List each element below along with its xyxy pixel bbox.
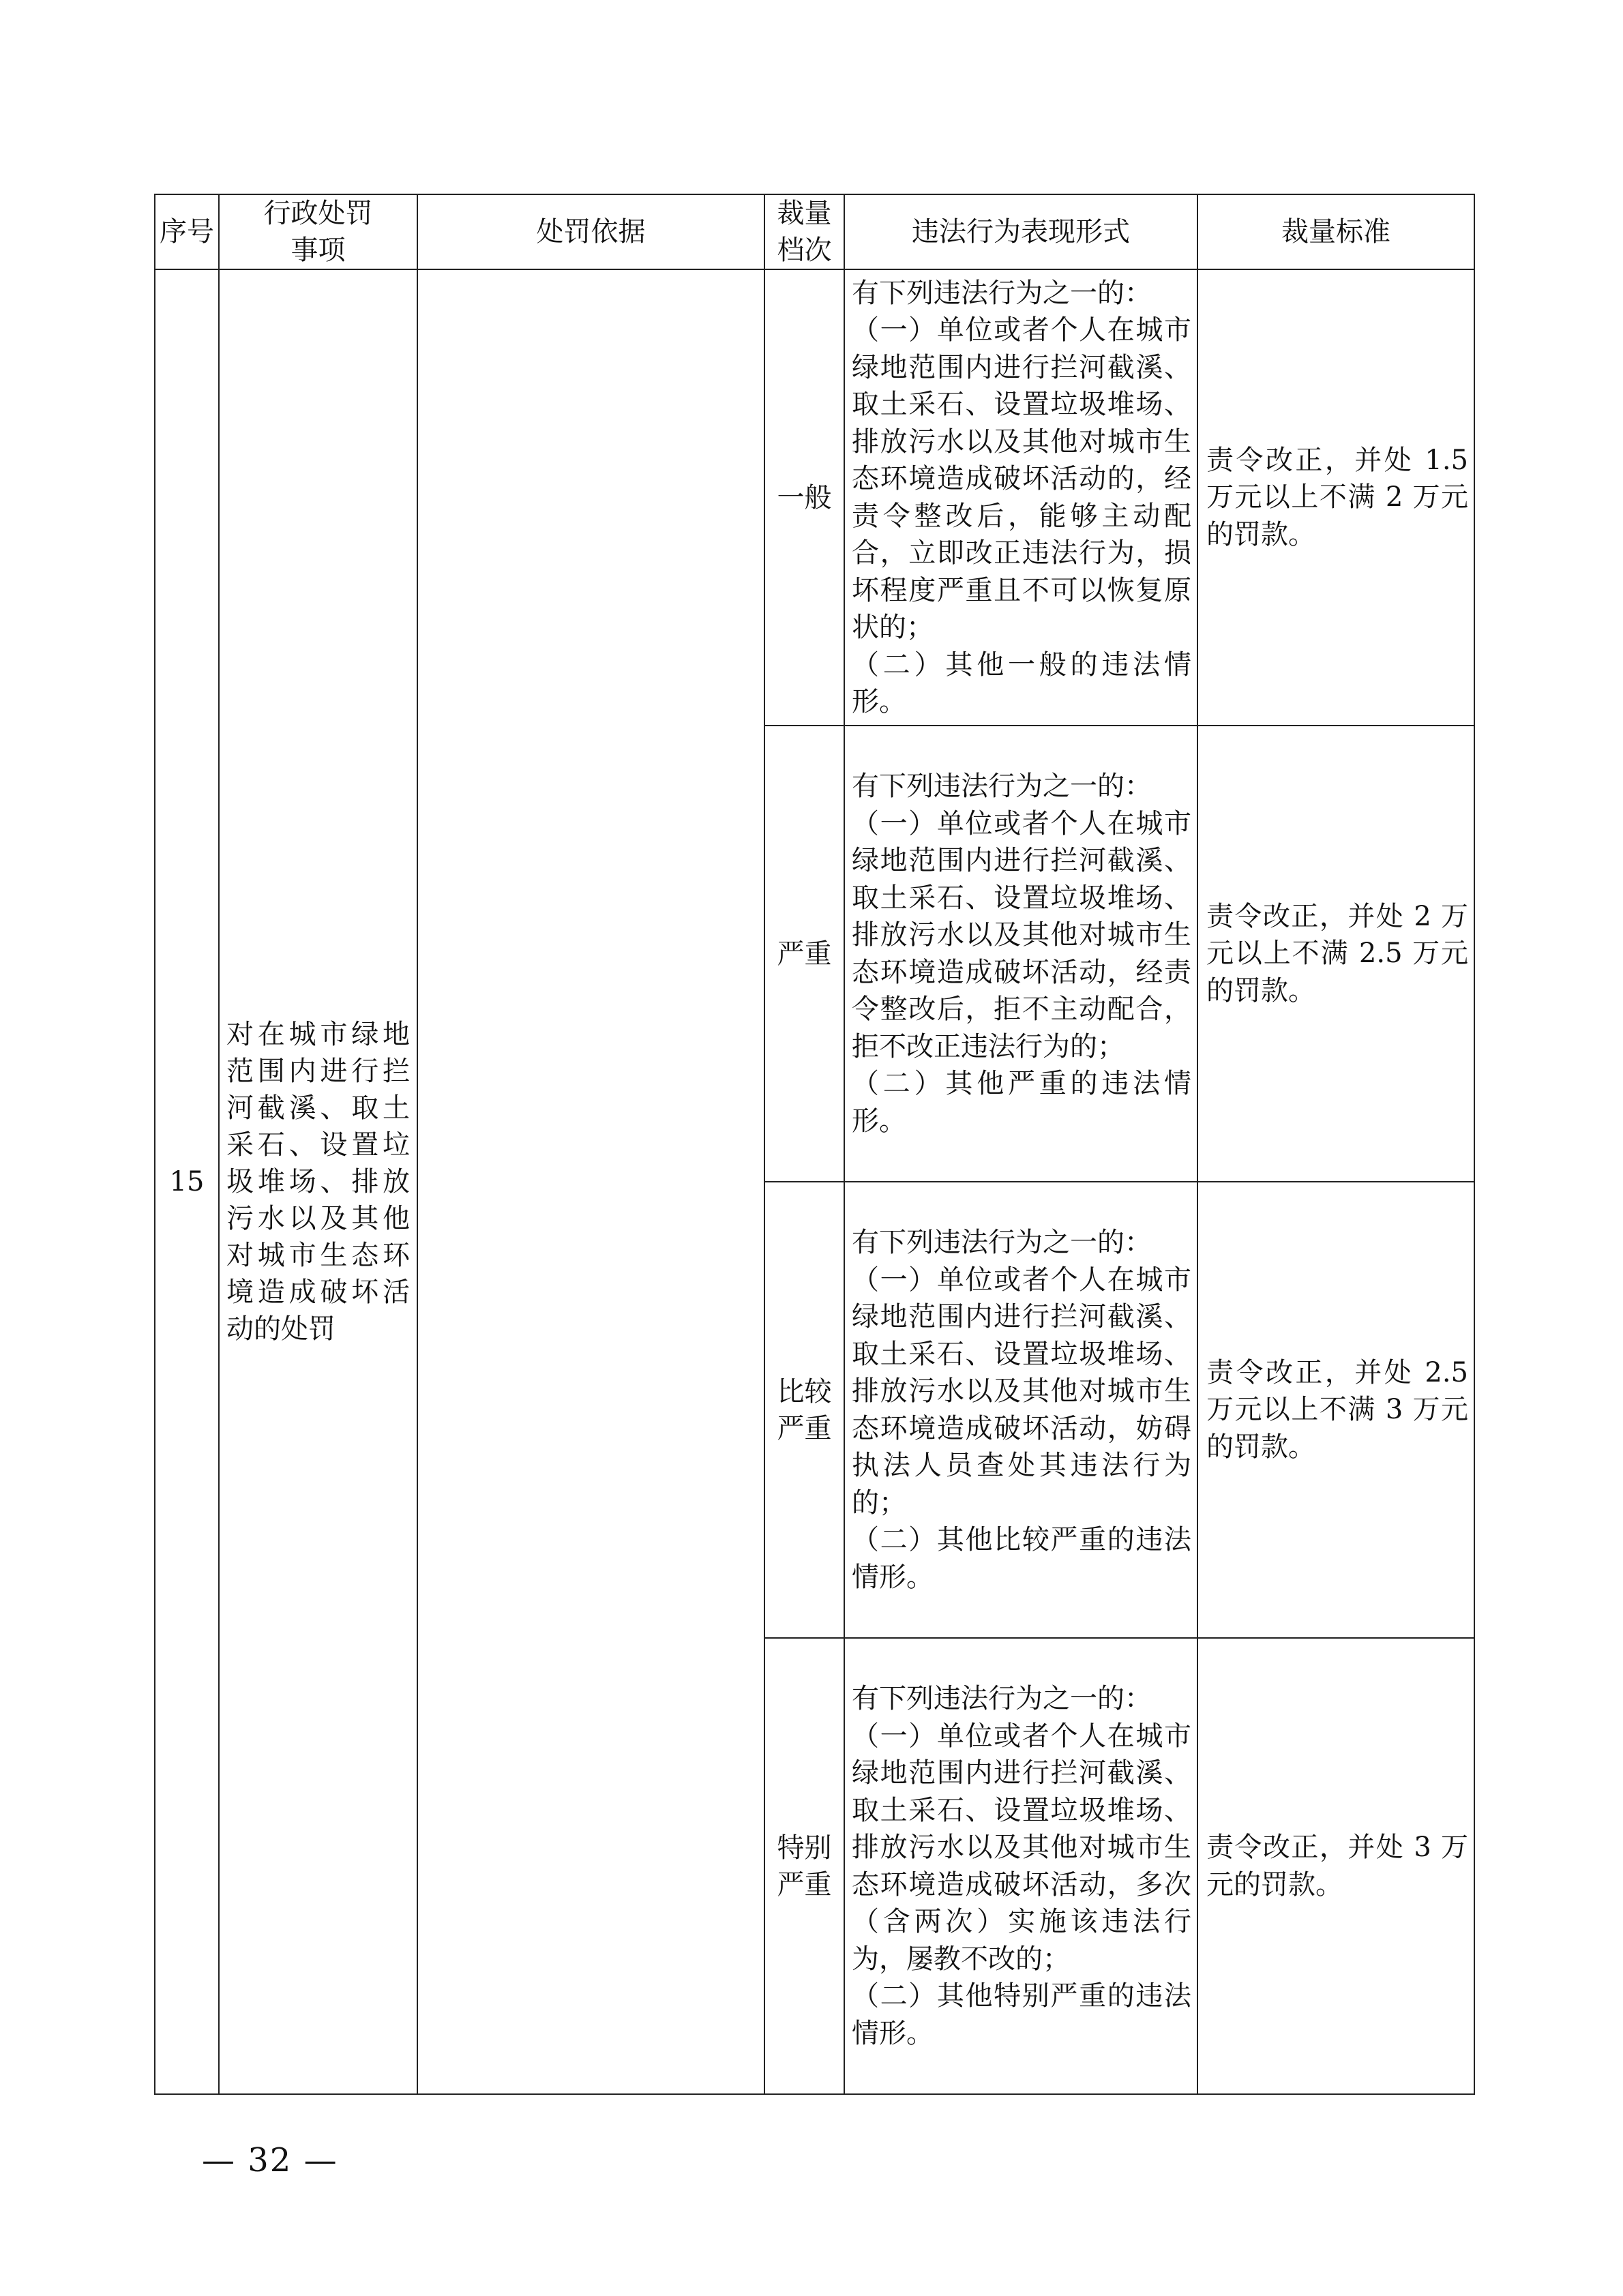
behavior-item-1: （一）单位或者个人在城市绿地范围内进行拦河截溪、取土采石、设置垃圾堆场、排放污水以及其他对城市生态环境造成破坏活动，经责令整改后，拒不主动配合，拒不改正违法行为的； (852, 807, 1191, 1062)
behavior-lead: 有下列违法行为之一的： (852, 771, 1152, 802)
behavior-lead: 有下列违法行为之一的： (852, 1227, 1152, 1258)
header-level-line2: 档次 (777, 235, 832, 266)
behavior-item-1: （一）单位或者个人在城市绿地范围内进行拦河截溪、取土采石、设置垃圾堆场、排放污水以及其他对城市生态环境造成破坏活动的，经责令整改后，能够主动配合，立即改正违法行为，损坏程度严重且不可以恢复原状的； (852, 314, 1191, 643)
behavior-item-2: （二）其他严重的违法情形。 (852, 1068, 1191, 1137)
header-basis: 处罚依据 (417, 194, 764, 269)
behavior-cell-fairly-serious (844, 1182, 1197, 1638)
level-label-line2: 严重 (777, 1412, 832, 1444)
behavior-item-1: （一）单位或者个人在城市绿地范围内进行拦河截溪、取土采石、设置垃圾堆场、排放污水以及其他对城市生态环境造成破坏活动，妨碍执法人员查处其违法行为的； (852, 1264, 1191, 1519)
header-seq: 序号 (155, 194, 219, 269)
behavior-cell-serious (844, 726, 1197, 1182)
level-cell-general (764, 269, 844, 726)
header-level-line1: 裁量 (777, 198, 832, 229)
level-cell-fairly-serious (764, 1182, 844, 1638)
header-level (764, 194, 844, 269)
behavior-item-1: （一）单位或者个人在城市绿地范围内进行拦河截溪、取土采石、设置垃圾堆场、排放污水以及其他对城市生态环境造成破坏活动，多次（含两次）实施该违法行为，屡教不改的； (852, 1720, 1191, 1975)
level-cell-especially-serious (764, 1638, 844, 2094)
level-cell-serious (764, 726, 844, 1182)
basis-cell (417, 269, 764, 2094)
behavior-item-2: （二）其他比较严重的违法情形。 (852, 1524, 1191, 1593)
penalty-item-cell: 对在城市绿地范围内进行拦河截溪、取土采石、设置垃圾堆场、排放污水以及其他对城市生态环境造成破坏活动的处罚 (219, 269, 417, 2094)
page-number: — 32 — (202, 2141, 338, 2179)
behavior-item-2: （二）其他特别严重的违法情形。 (852, 1980, 1191, 2049)
level-label-line1: 比较 (777, 1375, 832, 1407)
behavior-lead: 有下列违法行为之一的： (852, 277, 1152, 309)
header-standard: 裁量标准 (1197, 194, 1474, 269)
level-label-line1: 严重 (777, 938, 832, 970)
header-item-line1: 行政处罚 (263, 198, 373, 229)
standard-cell-especially-serious: 责令改正，并处 3 万元的罚款。 (1197, 1638, 1474, 2094)
penalty-discretion-table-container (154, 194, 1474, 2095)
standard-cell-serious: 责令改正，并处 2 万元以上不满 2.5 万元的罚款。 (1197, 726, 1474, 1182)
level-label-line1: 特别 (777, 1832, 832, 1864)
table-header-row (155, 194, 1474, 269)
level-label-line2: 严重 (777, 1868, 832, 1900)
seq-cell: 15 (155, 269, 219, 2094)
behavior-lead: 有下列违法行为之一的： (852, 1683, 1152, 1714)
header-item (219, 194, 417, 269)
behavior-cell-especially-serious (844, 1638, 1197, 2094)
table-row (155, 269, 1474, 726)
behavior-item-2: （二）其他一般的违法情形。 (852, 648, 1191, 717)
level-label-line1: 一般 (777, 481, 832, 513)
standard-cell-general: 责令改正，并处 1.5 万元以上不满 2 万元的罚款。 (1197, 269, 1474, 726)
standard-cell-fairly-serious: 责令改正，并处 2.5 万元以上不满 3 万元的罚款。 (1197, 1182, 1474, 1638)
behavior-cell-general (844, 269, 1197, 726)
header-item-line2: 事项 (291, 235, 346, 266)
header-behavior: 违法行为表现形式 (844, 194, 1197, 269)
penalty-discretion-table (154, 194, 1475, 2095)
